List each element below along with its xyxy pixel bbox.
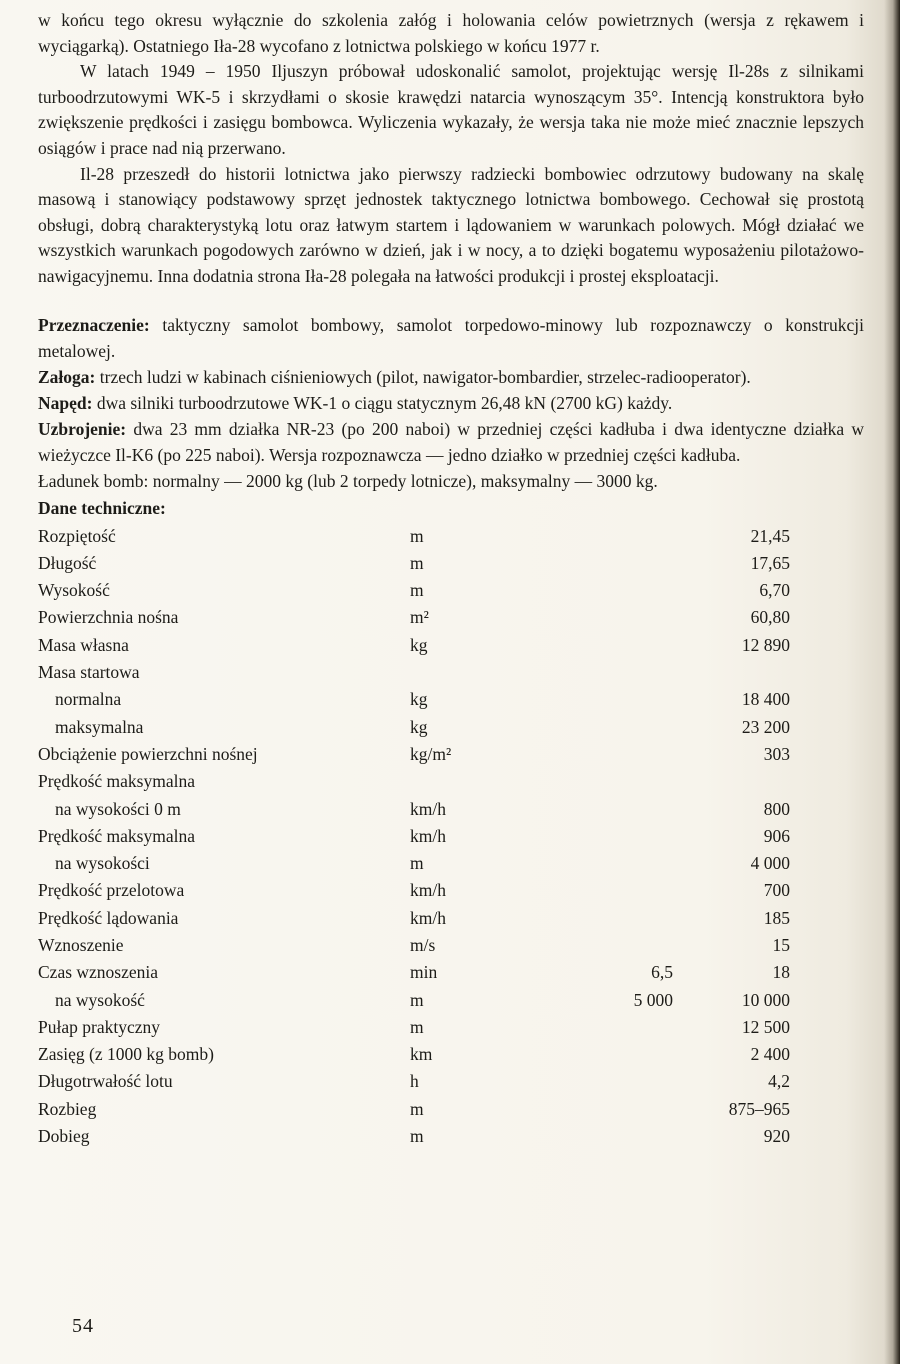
table-row — [38, 659, 864, 686]
value-col1-cell — [595, 768, 673, 795]
value-col1-cell — [595, 877, 673, 904]
value-col1-cell — [595, 796, 673, 823]
spec-label: Załoga: — [38, 366, 100, 387]
unit-cell: km/h — [410, 880, 446, 901]
param-name-cell: normalna — [55, 689, 122, 710]
value-col2-cell: 875–965 — [728, 1098, 790, 1119]
table-row — [38, 1014, 864, 1041]
spec-label: Przeznaczenie: — [38, 314, 163, 335]
body-paragraphs — [38, 8, 864, 290]
param-name-cell: Rozpiętość — [38, 525, 116, 546]
unit-cell: m — [410, 853, 424, 874]
spec-item — [38, 364, 864, 390]
param-name-cell: Wznoszenie — [38, 934, 124, 955]
param-name-cell: Prędkość lądowania — [38, 907, 179, 928]
value-col2-cell: 4,2 — [768, 1071, 790, 1092]
param-name-cell: na wysokości 0 m — [55, 798, 181, 819]
value-col2-cell — [673, 659, 790, 686]
spec-text: taktyczny samolot bombowy, samolot torpedowo-minowy lub rozpoznawczy o konstrukcji metalowej. — [38, 314, 864, 361]
param-name-cell: Pułap praktyczny — [38, 1016, 160, 1037]
unit-cell: km/h — [410, 798, 446, 819]
value-col1-cell — [595, 932, 673, 959]
spec-text: normalny — 2000 kg (lub 2 torpedy lotnicze), maksymalny — 3000 kg. — [152, 470, 658, 491]
unit-cell: h — [410, 1071, 419, 1092]
table-row — [38, 1041, 864, 1068]
table-row — [38, 905, 864, 932]
unit-cell: m — [410, 1016, 424, 1037]
unit-cell: m — [410, 989, 424, 1010]
specs-section — [38, 312, 864, 494]
param-name-cell: Prędkość maksymalna — [38, 771, 195, 792]
value-col2-cell: 800 — [763, 798, 790, 819]
unit-cell: kg — [410, 689, 428, 710]
spec-label: Uzbrojenie: — [38, 418, 134, 439]
page-number: 54 — [72, 1315, 94, 1337]
value-col2-cell: 2 400 — [750, 1044, 790, 1065]
paragraph: Il-28 przeszedł do historii lotnictwa jako pierwszy radziecki bombowiec odrzutowy budowany na skalę masową i stanowiący podstawowy sprzęt jednostek taktycznego lotnictwa bombowego. Cechował się prostotą obsługi, dobrą charakterystyką lotu oraz łatwym startem i lądowaniem w warunkach polowych. Mógł działać we wszystkich warunkach pogodowych zarówno w dzień, jak i w nocy, a to dzięki bogatemu wyposażeniu pilotażowo-nawigacyjnemu. Inna dodatnia strona Iła-28 polegała na łatwości produkcji i prostej eksploatacji. — [38, 163, 864, 286]
unit-cell: m — [410, 1126, 424, 1147]
unit-cell: m — [410, 580, 424, 601]
spec-item — [38, 416, 864, 468]
unit-cell: m/s — [410, 934, 436, 955]
table-row — [38, 959, 864, 986]
param-name-cell: Czas wznoszenia — [38, 962, 159, 983]
spec-text: trzech ludzi w kabinach ciśnieniowych (pilot, nawigator-bombardier, strzelec-radiooperator). — [99, 366, 751, 387]
value-col2-cell: 906 — [763, 825, 790, 846]
param-name-cell: Rozbieg — [38, 1098, 97, 1119]
paragraph: w końcu tego okresu wyłącznie do szkolenia załóg i holowania celów powietrznych (wersja z rękawem i wyciągarką). Ostatniego Iła-28 wycofano z lotnictwa polskiego w końcu 1977 r. — [38, 10, 864, 56]
value-col2-cell: 12 500 — [741, 1016, 790, 1037]
unit-cell: m — [410, 1098, 424, 1119]
value-col1-cell — [595, 604, 673, 631]
unit-cell: km/h — [410, 825, 446, 846]
value-col1-cell — [595, 1041, 673, 1068]
table-row — [38, 987, 864, 1014]
value-col1-cell — [595, 1123, 673, 1150]
value-col1-cell — [595, 1014, 673, 1041]
value-col2-cell: 18 — [772, 962, 790, 983]
value-col1-cell — [595, 577, 673, 604]
table-row — [38, 577, 864, 604]
unit-cell — [410, 768, 595, 795]
param-name-cell: Prędkość przelotowa — [38, 880, 185, 901]
table-row — [38, 686, 864, 713]
value-col2-cell: 185 — [763, 907, 790, 928]
value-col1-cell — [595, 523, 673, 550]
value-col2-cell: 23 200 — [741, 716, 790, 737]
value-col1-cell: 5 000 — [633, 989, 673, 1010]
value-col1-cell — [595, 823, 673, 850]
value-col1-cell — [595, 905, 673, 932]
table-row — [38, 823, 864, 850]
value-col2-cell: 10 000 — [741, 989, 790, 1010]
value-col1-cell — [595, 741, 673, 768]
param-name-cell: Dobieg — [38, 1126, 90, 1147]
unit-cell: m — [410, 552, 424, 573]
value-col2-cell: 18 400 — [741, 689, 790, 710]
value-col2-cell — [673, 768, 790, 795]
unit-cell: kg/m² — [410, 743, 452, 764]
value-col2-cell: 15 — [772, 934, 790, 955]
table-row — [38, 1068, 864, 1095]
value-col1-cell — [595, 659, 673, 686]
unit-cell: kg — [410, 716, 428, 737]
spec-text: dwa 23 mm działka NR-23 (po 200 naboi) w przedniej części kadłuba i dwa identyczne działka w wieżyczce Il-K6 (po 225 naboi). Wersja rozpoznawcza — jedno działko w przedniej części kadłuba. — [38, 418, 864, 465]
spec-item — [38, 390, 864, 416]
spec-item — [38, 468, 864, 494]
value-col1-cell — [595, 1068, 673, 1095]
value-col2-cell: 17,65 — [750, 552, 790, 573]
table-row — [38, 714, 864, 741]
unit-cell — [410, 659, 595, 686]
param-name-cell: Powierzchnia nośna — [38, 607, 179, 628]
param-name-cell: na wysokości — [55, 853, 150, 874]
tech-table — [38, 523, 864, 1151]
table-row — [38, 632, 864, 659]
value-col1-cell — [595, 1096, 673, 1123]
spec-item — [38, 312, 864, 364]
spec-label: Ładunek bomb: — [38, 470, 153, 491]
value-col1-cell — [595, 632, 673, 659]
unit-cell: km/h — [410, 907, 446, 928]
value-col1-cell — [595, 850, 673, 877]
param-name-cell: na wysokość — [55, 989, 145, 1010]
spec-text: dwa silniki turboodrzutowe WK-1 o ciągu statycznym 26,48 kN (2700 kG) każdy. — [96, 392, 673, 413]
param-name-cell: Masa własna — [38, 634, 129, 655]
value-col2-cell: 700 — [763, 880, 790, 901]
table-row — [38, 523, 864, 550]
value-col2-cell: 21,45 — [750, 525, 790, 546]
table-row — [38, 550, 864, 577]
table-row — [38, 932, 864, 959]
value-col1-cell — [595, 686, 673, 713]
table-row — [38, 604, 864, 631]
tech-data-heading: Dane techniczne: — [38, 497, 166, 518]
value-col1-cell — [595, 714, 673, 741]
paragraph: W latach 1949 – 1950 Iljuszyn próbował udoskonalić samolot, projektując wersję Il-28s z silnikami turboodrzutowymi WK-5 i skrzydłami o skosie krawędzi natarcia wynoszącym 35°. Intencją konstruktora było zwiększenie prędkości i zasięgu bombowca. Wyliczenia wykazały, że wersja taka nie może mieć znacznie lepszych osiągów i prace nad nią przerwano. — [38, 61, 864, 158]
unit-cell: m — [410, 525, 424, 546]
table-row — [38, 741, 864, 768]
value-col1-cell — [595, 550, 673, 577]
value-col2-cell: 4 000 — [750, 853, 790, 874]
unit-cell: m² — [410, 607, 429, 628]
param-name-cell: Prędkość maksymalna — [38, 825, 195, 846]
unit-cell: kg — [410, 634, 428, 655]
table-row — [38, 850, 864, 877]
value-col2-cell: 12 890 — [741, 634, 790, 655]
value-col2-cell: 6,70 — [759, 580, 790, 601]
value-col1-cell: 6,5 — [651, 962, 673, 983]
unit-cell: min — [410, 962, 438, 983]
param-name-cell: Obciążenie powierzchni nośnej — [38, 743, 258, 764]
unit-cell: km — [410, 1044, 433, 1065]
param-name-cell: Masa startowa — [38, 662, 140, 683]
page-content — [38, 8, 864, 1150]
value-col2-cell: 920 — [763, 1126, 790, 1147]
param-name-cell: Długotrwałość lotu — [38, 1071, 173, 1092]
param-name-cell: Wysokość — [38, 580, 110, 601]
table-row — [38, 796, 864, 823]
param-name-cell: Długość — [38, 552, 97, 573]
spec-label: Napęd: — [38, 392, 97, 413]
table-row — [38, 1096, 864, 1123]
table-row — [38, 768, 864, 795]
value-col2-cell: 60,80 — [750, 607, 790, 628]
table-row — [38, 1123, 864, 1150]
param-name-cell: maksymalna — [55, 716, 144, 737]
table-row — [38, 877, 864, 904]
scan-edge-shadow — [884, 0, 900, 1364]
value-col2-cell: 303 — [763, 743, 790, 764]
param-name-cell: Zasięg (z 1000 kg bomb) — [38, 1044, 214, 1065]
